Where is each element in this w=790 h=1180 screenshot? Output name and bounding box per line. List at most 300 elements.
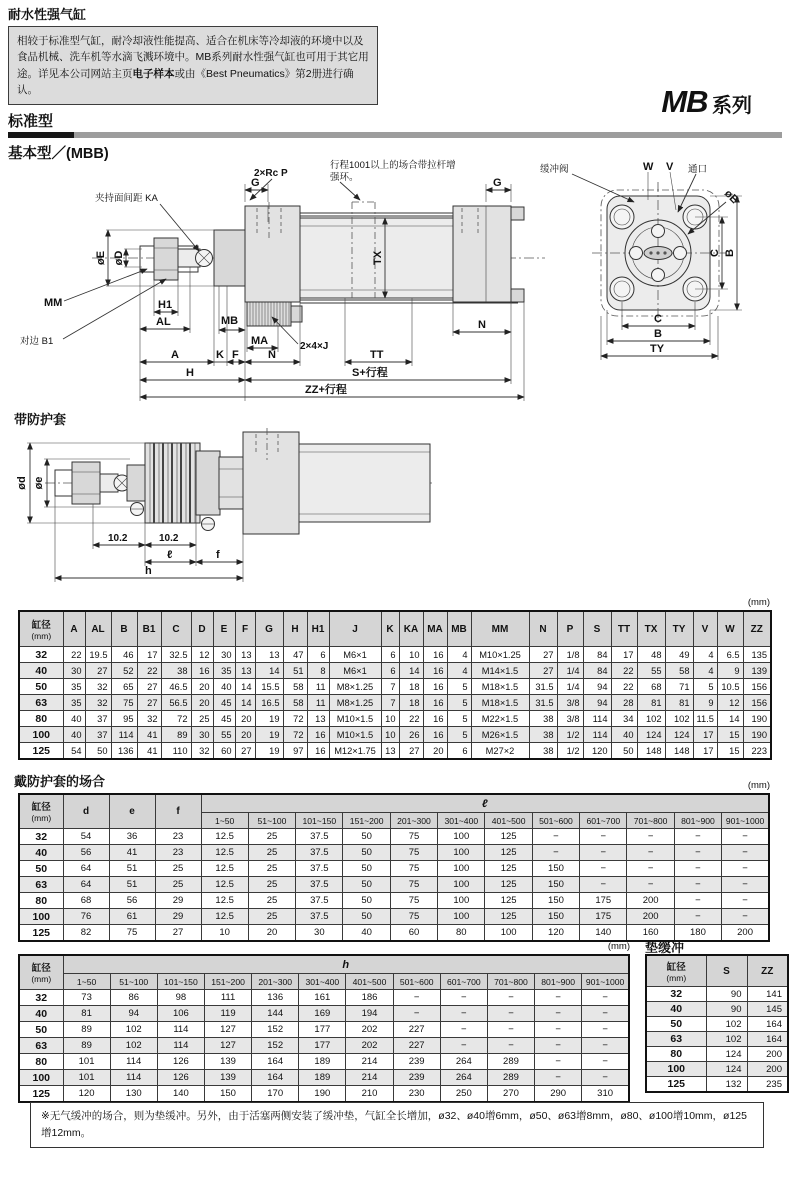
value-cell: 81 xyxy=(665,695,693,711)
data-row xyxy=(646,987,788,1002)
value-cell: 56 xyxy=(109,893,155,909)
value-cell: 120 xyxy=(583,743,611,760)
value-cell: 50 xyxy=(343,893,390,909)
value-cell: − xyxy=(674,893,721,909)
value-cell: − xyxy=(580,861,627,877)
value-cell: 214 xyxy=(346,1070,393,1086)
column-header: H xyxy=(283,611,307,647)
range-header: 401~500 xyxy=(346,974,393,990)
value-cell: 22 xyxy=(137,663,161,679)
value-cell: 202 xyxy=(346,1038,393,1054)
value-cell: M10×1.5 xyxy=(329,727,381,743)
value-cell: 61 xyxy=(109,909,155,925)
value-cell: − xyxy=(582,1006,629,1022)
value-cell: 264 xyxy=(440,1054,487,1070)
value-cell: 37.5 xyxy=(296,909,343,925)
column-header: B xyxy=(111,611,137,647)
column-header: E xyxy=(213,611,235,647)
dimension-table-h xyxy=(18,954,630,1103)
value-cell: 177 xyxy=(299,1038,346,1054)
dim-v: V xyxy=(666,161,674,173)
value-cell: 200 xyxy=(747,1047,788,1062)
value-cell: 40 xyxy=(63,727,85,743)
value-cell: 1/8 xyxy=(557,647,583,663)
range-header: 301~400 xyxy=(299,974,346,990)
value-cell: 20 xyxy=(423,743,447,760)
value-cell: 52 xyxy=(111,663,137,679)
bore-cell: 40 xyxy=(19,1006,63,1022)
boot-rod-nut xyxy=(72,462,100,504)
range-header: 801~900 xyxy=(535,974,582,990)
value-cell: − xyxy=(440,1038,487,1054)
value-cell: 114 xyxy=(157,1022,204,1038)
value-cell: − xyxy=(627,829,674,845)
data-row xyxy=(19,1054,629,1070)
value-cell: − xyxy=(487,1006,534,1022)
value-cell: 4 xyxy=(693,663,717,679)
rod-nut xyxy=(154,238,178,280)
value-cell: 310 xyxy=(582,1086,629,1103)
dim-mb: MB xyxy=(221,315,239,327)
value-cell: 97 xyxy=(283,743,307,760)
value-cell: 25 xyxy=(155,861,201,877)
value-cell: 1/2 xyxy=(557,743,583,760)
range-header: 51~100 xyxy=(110,974,157,990)
value-cell: 5 xyxy=(447,695,471,711)
column-header: f xyxy=(155,794,201,829)
value-cell: 114 xyxy=(157,1038,204,1054)
series-title xyxy=(661,84,752,120)
technical-drawings xyxy=(0,156,790,602)
data-row xyxy=(19,1086,629,1103)
value-cell: 58 xyxy=(283,679,307,695)
value-cell: 114 xyxy=(110,1054,157,1070)
value-cell: − xyxy=(535,1006,582,1022)
value-cell: 10 xyxy=(381,727,399,743)
column-header: TX xyxy=(637,611,665,647)
value-cell: 230 xyxy=(393,1086,440,1103)
value-cell: 5 xyxy=(447,679,471,695)
value-cell: − xyxy=(535,1038,582,1054)
value-cell: 50 xyxy=(343,877,390,893)
value-cell: 102 xyxy=(110,1038,157,1054)
range-header: 151~200 xyxy=(204,974,251,990)
bore-cell: 125 xyxy=(19,925,63,942)
value-cell: 130 xyxy=(110,1086,157,1103)
data-row xyxy=(19,743,771,760)
value-cell: 161 xyxy=(299,990,346,1006)
value-cell: 25 xyxy=(248,877,295,893)
column-header: AL xyxy=(85,611,111,647)
value-cell: 98 xyxy=(157,990,204,1006)
tie-rod-callout: 2×4×J xyxy=(300,341,329,352)
value-cell: 89 xyxy=(161,727,191,743)
value-cell: 9 xyxy=(693,695,717,711)
range-header: 51~100 xyxy=(248,813,295,829)
value-cell: 239 xyxy=(393,1070,440,1086)
value-cell: − xyxy=(487,1038,534,1054)
bore-cell: 63 xyxy=(19,695,63,711)
value-cell: 100 xyxy=(438,909,485,925)
value-cell: − xyxy=(627,845,674,861)
value-cell: 19 xyxy=(255,743,283,760)
value-cell: 38 xyxy=(529,743,557,760)
range-header: 151~200 xyxy=(343,813,390,829)
value-cell: 190 xyxy=(743,727,771,743)
info-text-bold: 电子样本 xyxy=(132,67,175,80)
value-cell: − xyxy=(535,990,582,1006)
value-cell: 12 xyxy=(191,647,213,663)
value-cell: 72 xyxy=(161,711,191,727)
column-header: ZZ xyxy=(743,611,771,647)
value-cell: − xyxy=(674,845,721,861)
value-cell: 144 xyxy=(252,1006,299,1022)
value-cell: 27 xyxy=(155,925,201,942)
value-cell: 16 xyxy=(191,663,213,679)
value-cell: 169 xyxy=(299,1006,346,1022)
value-cell: 15 xyxy=(717,743,743,760)
value-cell: 102 xyxy=(637,711,665,727)
column-header: C xyxy=(161,611,191,647)
value-cell: 16 xyxy=(423,663,447,679)
dim-oe: øE xyxy=(95,250,107,266)
range-header: 1~50 xyxy=(201,813,248,829)
bore-cell: 40 xyxy=(19,845,63,861)
value-cell: − xyxy=(535,1022,582,1038)
value-cell: 189 xyxy=(299,1070,346,1086)
bore-cell: 100 xyxy=(646,1062,706,1077)
value-cell: 6 xyxy=(447,743,471,760)
column-header: S xyxy=(583,611,611,647)
dim-boot-10-2-b: 10.2 xyxy=(159,533,179,544)
value-cell: − xyxy=(674,829,721,845)
value-cell: − xyxy=(722,893,769,909)
range-header: 601~700 xyxy=(580,813,627,829)
bore-cell: 40 xyxy=(646,1002,706,1017)
value-cell: 38 xyxy=(529,727,557,743)
data-row xyxy=(646,1017,788,1032)
value-cell: − xyxy=(582,990,629,1006)
value-cell: 140 xyxy=(157,1086,204,1103)
value-cell: 68 xyxy=(63,893,109,909)
value-cell: 32 xyxy=(191,743,213,760)
info-text-2: 或由《Best Pneumatics》第2册进行确认。 xyxy=(17,67,354,96)
value-cell: − xyxy=(582,1038,629,1054)
value-cell: − xyxy=(487,1022,534,1038)
value-cell: 200 xyxy=(722,925,769,942)
value-cell: 30 xyxy=(63,663,85,679)
value-cell: 114 xyxy=(583,727,611,743)
value-cell: 19 xyxy=(255,727,283,743)
value-cell: 120 xyxy=(532,925,579,942)
value-cell: 23 xyxy=(155,829,201,845)
column-header: F xyxy=(235,611,255,647)
value-cell: 73 xyxy=(63,990,110,1006)
cushion-boss-step xyxy=(291,306,302,322)
value-cell: 82 xyxy=(63,925,109,942)
bore-header: 缸径 (mm) xyxy=(19,955,63,990)
value-cell: 38 xyxy=(529,711,557,727)
value-cell: 17 xyxy=(693,743,717,760)
stroke-ring-note-line2: 强环。 xyxy=(330,172,359,183)
value-cell: 46.5 xyxy=(161,679,191,695)
dim-tt: TT xyxy=(370,349,384,361)
data-row xyxy=(19,893,769,909)
value-cell: − xyxy=(535,1070,582,1086)
range-header: 101~150 xyxy=(296,813,343,829)
value-cell: 190 xyxy=(743,711,771,727)
data-row xyxy=(19,711,771,727)
value-cell: 90 xyxy=(706,1002,747,1017)
value-cell: 58 xyxy=(665,663,693,679)
value-cell: 19.5 xyxy=(85,647,111,663)
value-cell: 60 xyxy=(390,925,437,942)
value-cell: 29 xyxy=(155,893,201,909)
value-cell: 136 xyxy=(252,990,299,1006)
front-cover xyxy=(245,206,300,302)
value-cell: − xyxy=(582,1022,629,1038)
value-cell: 46 xyxy=(111,647,137,663)
value-cell: − xyxy=(722,909,769,925)
value-cell: − xyxy=(722,877,769,893)
value-cell: 126 xyxy=(157,1054,204,1070)
column-header: J xyxy=(329,611,381,647)
value-cell: 22 xyxy=(611,679,637,695)
value-cell: M8×1.25 xyxy=(329,679,381,695)
value-cell: − xyxy=(722,829,769,845)
value-cell: 227 xyxy=(393,1038,440,1054)
value-cell: 20 xyxy=(235,711,255,727)
data-row xyxy=(19,829,769,845)
value-cell: 110 xyxy=(161,743,191,760)
value-cell: 150 xyxy=(532,909,579,925)
value-cell: 58 xyxy=(283,695,307,711)
bore-cell: 50 xyxy=(646,1017,706,1032)
value-cell: 27 xyxy=(235,743,255,760)
value-cell: − xyxy=(535,1054,582,1070)
value-cell: 124 xyxy=(665,727,693,743)
dim-c-bottom: C xyxy=(654,313,662,325)
dim-a: A xyxy=(171,349,179,361)
stroke-ring-note-line1: 行程1001以上的场合带拉杆增 xyxy=(330,160,456,171)
value-cell: 141 xyxy=(747,987,788,1002)
column-header: W xyxy=(717,611,743,647)
value-cell: 31.5 xyxy=(529,695,557,711)
dim-h: H xyxy=(186,367,194,379)
value-cell: 28 xyxy=(611,695,637,711)
value-cell: 25 xyxy=(248,845,295,861)
value-cell: 3/8 xyxy=(557,711,583,727)
header-row xyxy=(19,974,629,990)
value-cell: 150 xyxy=(532,861,579,877)
data-row xyxy=(19,695,771,711)
dim-k: K xyxy=(216,349,224,361)
data-row xyxy=(19,1022,629,1038)
value-cell: 51 xyxy=(109,877,155,893)
value-cell: 40 xyxy=(213,679,235,695)
boot-adapter xyxy=(219,457,243,509)
value-cell: 6.5 xyxy=(717,647,743,663)
value-cell: 81 xyxy=(63,1006,110,1022)
value-cell: 227 xyxy=(393,1022,440,1038)
bore-cell: 125 xyxy=(19,743,63,760)
bore-header: 缸径 (mm) xyxy=(19,611,63,647)
data-row xyxy=(646,1077,788,1093)
value-cell: 15.5 xyxy=(255,679,283,695)
value-cell: 11.5 xyxy=(693,711,717,727)
bore-cell: 63 xyxy=(646,1032,706,1047)
value-cell: 124 xyxy=(706,1047,747,1062)
dim-b-right: B xyxy=(724,249,736,257)
value-cell: 210 xyxy=(346,1086,393,1103)
bore-cell: 80 xyxy=(19,893,63,909)
data-row xyxy=(19,727,771,743)
value-cell: 20 xyxy=(235,727,255,743)
value-cell: 100 xyxy=(438,829,485,845)
range-header: 501~600 xyxy=(532,813,579,829)
value-cell: 12.5 xyxy=(201,845,248,861)
value-cell: 270 xyxy=(487,1086,534,1103)
dim-h1: H1 xyxy=(158,299,173,311)
value-cell: 194 xyxy=(346,1006,393,1022)
range-header: 501~600 xyxy=(393,974,440,990)
value-cell: 49 xyxy=(665,647,693,663)
dim-boot-oe: øe xyxy=(33,476,45,490)
value-cell: 100 xyxy=(438,845,485,861)
value-cell: 50 xyxy=(611,743,637,760)
value-cell: 152 xyxy=(252,1038,299,1054)
dimension-table-main xyxy=(18,610,772,760)
value-cell: 50 xyxy=(343,845,390,861)
value-cell: 164 xyxy=(747,1032,788,1047)
value-cell: 100 xyxy=(438,877,485,893)
column-header: KA xyxy=(399,611,423,647)
bore-cell: 50 xyxy=(19,1022,63,1038)
value-cell: 156 xyxy=(743,695,771,711)
value-cell: 37 xyxy=(85,711,111,727)
value-cell: 124 xyxy=(706,1062,747,1077)
value-cell: 127 xyxy=(204,1038,251,1054)
value-cell: 100 xyxy=(438,861,485,877)
value-cell: 125 xyxy=(485,845,532,861)
dim-c-right: C xyxy=(709,249,721,257)
value-cell: 111 xyxy=(204,990,251,1006)
page-title: 耐水性强气缸 xyxy=(8,7,87,22)
value-cell: 120 xyxy=(63,1086,110,1103)
value-cell: M8×1.25 xyxy=(329,695,381,711)
range-header: 201~300 xyxy=(390,813,437,829)
value-cell: M27×2 xyxy=(471,743,529,760)
value-cell: 56 xyxy=(63,845,109,861)
value-cell: 16 xyxy=(307,743,329,760)
value-cell: − xyxy=(582,1054,629,1070)
boot-cylinder-tube xyxy=(299,444,430,522)
value-cell: 27 xyxy=(137,679,161,695)
value-cell: 60 xyxy=(213,743,235,760)
dim-boot-10-2-a: 10.2 xyxy=(108,533,128,544)
header-row xyxy=(19,955,629,974)
value-cell: 80 xyxy=(438,925,485,942)
value-cell: − xyxy=(440,990,487,1006)
value-cell: 20 xyxy=(191,679,213,695)
port-callout: 2×Rc P xyxy=(254,168,288,179)
value-cell: 135 xyxy=(743,647,771,663)
value-cell: M6×1 xyxy=(329,663,381,679)
value-cell: 10 xyxy=(399,647,423,663)
dim-oe-endview: øE xyxy=(721,187,741,207)
value-cell: 25 xyxy=(155,877,201,893)
value-cell: 71 xyxy=(665,679,693,695)
column-header: TT xyxy=(611,611,637,647)
bore-cell: 80 xyxy=(646,1047,706,1062)
value-cell: 14 xyxy=(255,663,283,679)
value-cell: − xyxy=(532,845,579,861)
value-cell: 25 xyxy=(248,893,295,909)
value-cell: 12.5 xyxy=(201,829,248,845)
value-cell: 102 xyxy=(110,1022,157,1038)
value-cell: 75 xyxy=(390,861,437,877)
value-cell: 170 xyxy=(252,1086,299,1103)
value-cell: 14 xyxy=(399,663,423,679)
value-cell: 37.5 xyxy=(296,893,343,909)
dim-w: W xyxy=(643,161,654,173)
value-cell: 164 xyxy=(252,1054,299,1070)
value-cell: 140 xyxy=(580,925,627,942)
value-cell: 32.5 xyxy=(161,647,191,663)
value-cell: 36 xyxy=(109,829,155,845)
value-cell: 8 xyxy=(307,663,329,679)
dim-n: N xyxy=(268,349,276,361)
value-cell: 40 xyxy=(63,711,85,727)
value-cell: 37 xyxy=(85,727,111,743)
value-cell: 15 xyxy=(717,727,743,743)
data-row xyxy=(19,877,769,893)
value-cell: 13 xyxy=(381,743,399,760)
dim-b-bottom: B xyxy=(654,328,662,340)
value-cell: 35 xyxy=(213,663,235,679)
value-cell: 150 xyxy=(204,1086,251,1103)
dim-od: øD xyxy=(113,250,125,266)
data-row xyxy=(19,1038,629,1054)
value-cell: 126 xyxy=(157,1070,204,1086)
value-cell: 1/2 xyxy=(557,727,583,743)
value-cell: 13 xyxy=(255,647,283,663)
data-row xyxy=(646,1032,788,1047)
data-row xyxy=(19,1006,629,1022)
value-cell: 235 xyxy=(747,1077,788,1093)
data-row xyxy=(19,990,629,1006)
bore-cell: 63 xyxy=(19,1038,63,1054)
value-cell: 34 xyxy=(611,711,637,727)
value-cell: 114 xyxy=(111,727,137,743)
value-cell: 84 xyxy=(583,663,611,679)
value-cell: 75 xyxy=(109,925,155,942)
value-cell: 150 xyxy=(532,877,579,893)
value-cell: 289 xyxy=(487,1054,534,1070)
value-cell: 50 xyxy=(343,829,390,845)
value-cell: 22 xyxy=(63,647,85,663)
value-cell: 32 xyxy=(85,679,111,695)
value-cell: 200 xyxy=(747,1062,788,1077)
subsection-title: 基本型／(MBB) xyxy=(8,146,109,162)
value-cell: 150 xyxy=(532,893,579,909)
value-cell: − xyxy=(674,861,721,877)
value-cell: − xyxy=(722,861,769,877)
unit-note-boot: (mm) xyxy=(747,780,770,791)
value-cell: 289 xyxy=(487,1070,534,1086)
column-header: H1 xyxy=(307,611,329,647)
value-cell: 114 xyxy=(583,711,611,727)
